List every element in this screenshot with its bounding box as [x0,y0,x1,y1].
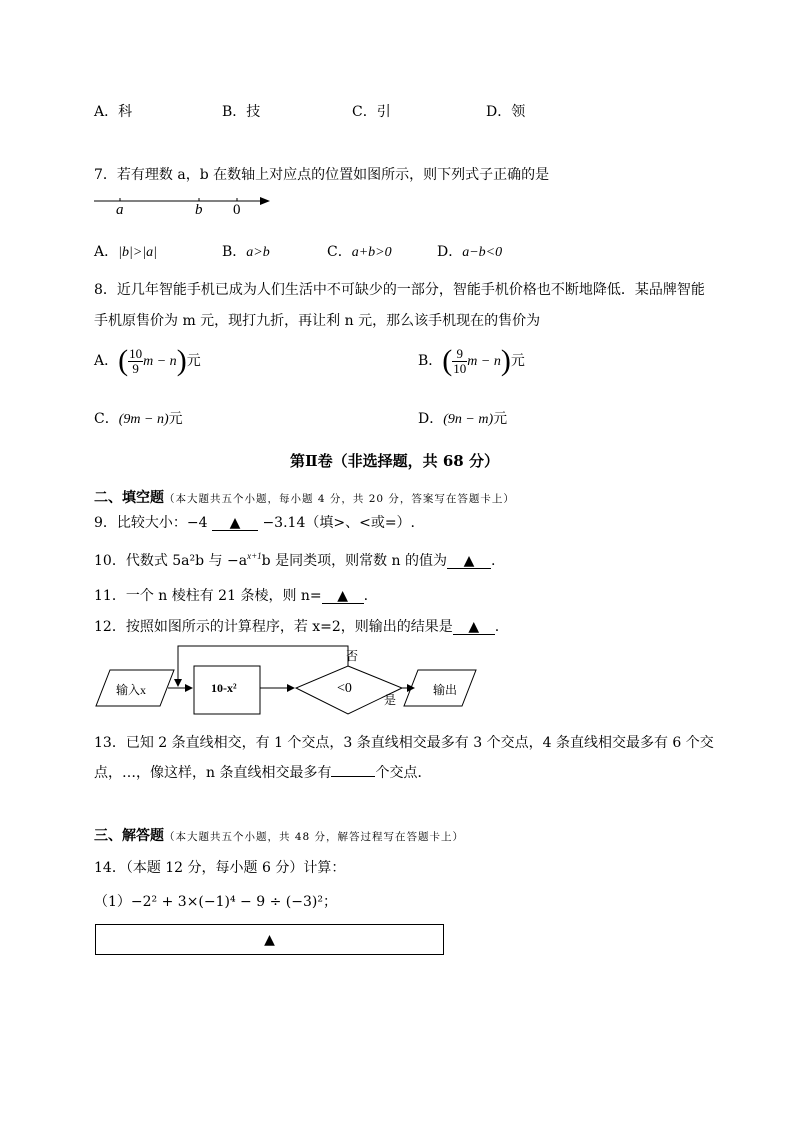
q7-option-a: A．|b|>|a| [94,244,157,260]
flow-compute-label: 10-x² [211,681,237,695]
q14-answer-box[interactable] [95,924,444,955]
q9: 9．比较大小：−4 ▲ −3.14（填>、<或=）. [94,515,415,531]
q8-option-c: C．(9m − n)元 [94,411,183,427]
q11-answer-blank: ▲ [322,589,364,604]
q8-stem-line1: 8．近几年智能手机已成为人们生活中不可缺少的一部分，智能手机价格也不断地降低．某品牌智能 [94,282,705,298]
q10: 10．代数式 5a²b 与 $-a^{x+1}b$ 是同类项，则常数 n 的值为 ▲ . [94,551,496,569]
q10-answer-blank: ▲ [447,554,491,569]
q7-stem: 7．若有理数 a，b 在数轴上对应点的位置如图所示，则下列式子正确的是 [94,167,550,183]
q8-option-b: B．( $\frac{9}{10}$ m − n)元 [418,344,525,377]
q9-answer-blank: ▲ [212,516,258,531]
section2-heading: 二、填空题（本大题共五个小题，每小题 4 分，共 20 分，答案写在答题卡上） [94,490,515,506]
q13-line1: 13．已知 2 条直线相交，有 1 个交点，3 条直线相交最多有 3 个交点，4 条直线相交最多有 6 个交 [94,735,714,751]
number-line-arrow [260,197,270,205]
q6-option-c: C．引 [352,104,391,120]
q13-line2: 点，…，像这样，n 条直线相交最多有 个交点． [94,765,432,781]
q8-stem-line2: 手机原售价为 m 元，现打九折，再让利 n 元，那么该手机现在的售价为 [94,313,541,329]
flow-no-label: 否 [346,649,359,663]
flow-decision-label: <0 [337,681,352,696]
q8-option-d: D．(9n − m)元 [418,411,508,427]
q7-option-d: D．a−b<0 [437,244,503,260]
q7-option-c: C．a+b>0 [327,244,392,260]
section3-heading: 三、解答题（本大题共五个小题，共 48 分，解答过程写在答题卡上） [94,828,465,844]
flowchart [94,640,484,722]
q12-answer-blank: ▲ [453,620,495,635]
axis-label-a: a [116,202,124,218]
answer-marker-icon: ▲ [264,932,275,948]
flow-output-label: 输出 [433,683,458,697]
axis-label-zero: 0 [233,202,241,218]
q11: 11．一个 n 棱柱有 21 条棱，则 n= ▲ . [94,588,369,604]
part2-title: 第Ⅱ卷（非选择题，共 68 分） [290,452,499,470]
q6-option-b: B．技 [222,104,261,120]
q8-option-a: A．( $\frac{10}{9}$ m − n)元 [94,344,201,377]
flow-yes-label: 是 [384,693,397,707]
axis-label-b: b [195,202,203,218]
q14-stem: 14．（本题 12 分，每小题 6 分）计算： [94,860,346,876]
q6-option-d: D．领 [486,104,526,120]
q6-option-a: A．科 [94,104,133,120]
q12: 12．按照如图所示的计算程序，若 x=2，则输出的结果是 ▲ . [94,619,500,635]
q13-answer-blank [331,776,375,777]
q14-sub1: （1）−2² + 3×(−1)⁴ − 9 ÷ (−3)²； [94,894,337,910]
flow-input-label: 输入x [116,683,147,697]
q7-option-b: B．a>b [222,244,270,260]
